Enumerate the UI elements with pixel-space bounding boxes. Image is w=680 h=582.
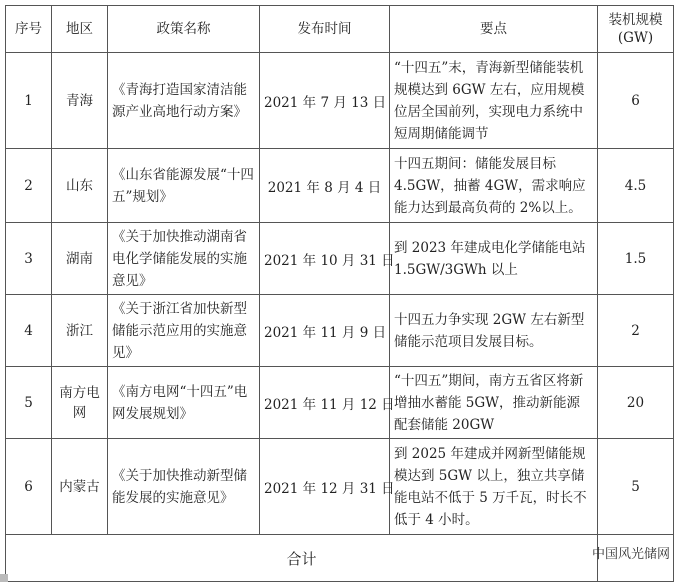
header-capacity-line1: 装机规模 <box>608 12 663 28</box>
row-capacity: 5 <box>598 439 674 535</box>
row-policy-name: 《关于浙江省加快新型储能示范应用的实施意见》 <box>108 295 260 367</box>
row-key-points: 到 2025 年建成并网新型储能规模达到 5GW 以上，独立共享储能电站不低于 5 万千瓦，时长不低于 4 小时。 <box>390 439 598 535</box>
row-policy-name: 《青海打造国家清洁能源产业高地行动方案》 <box>108 53 260 149</box>
row-capacity: 2 <box>598 295 674 367</box>
header-policy-name: 政策名称 <box>108 6 260 53</box>
total-row <box>6 535 674 582</box>
watermark: 中国风光储网 <box>591 547 670 562</box>
row-release-date: 2021 年 12 月 31 日 <box>260 439 390 535</box>
row-index: 4 <box>6 295 52 367</box>
row-region: 青海 <box>52 53 108 149</box>
row-key-points: “十四五”末，青海新型储能装机规模达到 6GW 左右，应用规模位居全国前列，实现电力系统中短周期储能调节 <box>390 53 598 149</box>
row-release-date: 2021 年 7 月 13 日 <box>260 53 390 149</box>
row-key-points: “十四五”期间，南方五省区将新增抽水蓄能 5GW，推动新能源配套储能 20GW <box>390 367 598 439</box>
row-release-date: 2021 年 8 月 4 日 <box>260 149 390 223</box>
header-key-points: 要点 <box>390 6 598 53</box>
row-index: 2 <box>6 149 52 223</box>
row-release-date: 2021 年 11 月 9 日 <box>260 295 390 367</box>
table-row <box>6 439 674 535</box>
header-release-date: 发布时间 <box>260 6 390 53</box>
row-index: 6 <box>6 439 52 535</box>
policy-table <box>5 5 674 582</box>
row-key-points: 十四五期间：储能发展目标 4.5GW，抽蓄 4GW，需求响应能力达到最高负荷的 2%以上。 <box>390 149 598 223</box>
row-index: 5 <box>6 367 52 439</box>
row-region: 山东 <box>52 149 108 223</box>
header-capacity <box>598 6 674 53</box>
row-region: 浙江 <box>52 295 108 367</box>
row-capacity: 1.5 <box>598 223 674 295</box>
row-policy-name: 《关于加快推动湖南省电化学储能发展的实施意见》 <box>108 223 260 295</box>
row-region: 南方电网 <box>52 367 108 439</box>
header-row <box>6 6 674 53</box>
row-release-date: 2021 年 11 月 12 日 <box>260 367 390 439</box>
row-policy-name: 《关于加快推动新型储能发展的实施意见》 <box>108 439 260 535</box>
table-row <box>6 223 674 295</box>
table-row <box>6 53 674 149</box>
table-row <box>6 367 674 439</box>
row-release-date: 2021 年 10 月 31 日 <box>260 223 390 295</box>
row-capacity: 6 <box>598 53 674 149</box>
row-region: 湖南 <box>52 223 108 295</box>
row-index: 3 <box>6 223 52 295</box>
row-policy-name: 《山东省能源发展“十四五”规划》 <box>108 149 260 223</box>
row-capacity: 20 <box>598 367 674 439</box>
table-row <box>6 295 674 367</box>
corner-mark <box>0 574 8 582</box>
row-region: 内蒙古 <box>52 439 108 535</box>
row-capacity: 4.5 <box>598 149 674 223</box>
header-region: 地区 <box>52 6 108 53</box>
row-key-points: 十四五力争实现 2GW 左右新型储能示范项目发展目标。 <box>390 295 598 367</box>
total-label: 合计 <box>6 535 598 582</box>
header-index: 序号 <box>6 6 52 53</box>
header-capacity-unit: (GW) <box>617 30 654 46</box>
row-key-points: 到 2023 年建成电化学储能电站 1.5GW/3GWh 以上 <box>390 223 598 295</box>
table-row <box>6 149 674 223</box>
row-index: 1 <box>6 53 52 149</box>
row-policy-name: 《南方电网“十四五”电网发展规划》 <box>108 367 260 439</box>
